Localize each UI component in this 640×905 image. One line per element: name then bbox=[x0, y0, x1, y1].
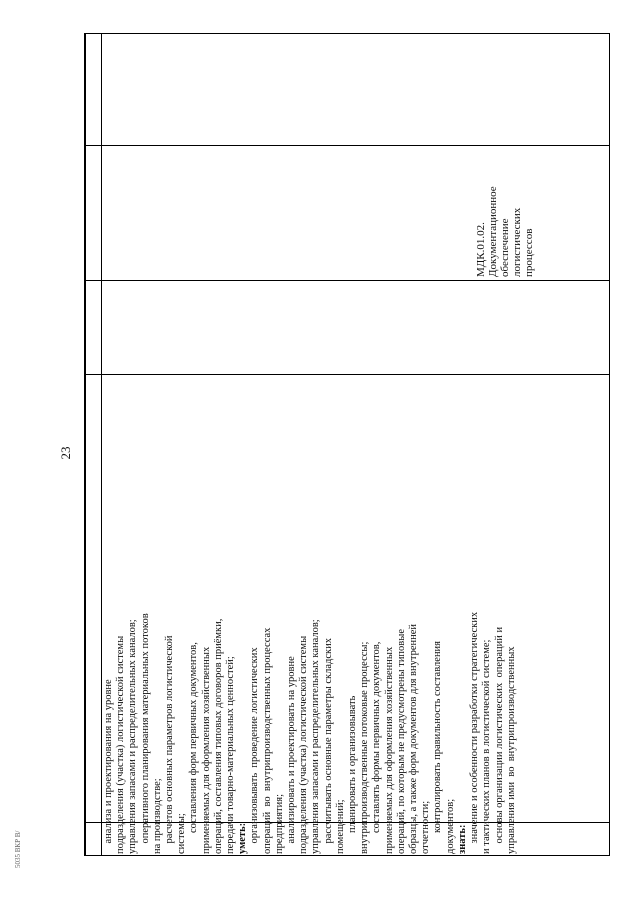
content-line: управления запасами и распределительных каналов; bbox=[310, 619, 322, 854]
content-line: рассчитывать основные параметры складских bbox=[322, 637, 334, 854]
content-line: составлять формы первичных документов, bbox=[371, 641, 383, 854]
content-line: составления форм первичных документов, bbox=[188, 642, 200, 854]
content-line: управления запасами и распределительных каналов; bbox=[127, 619, 139, 854]
content-line: подразделения (участка) логистической системы bbox=[115, 635, 127, 854]
module-code-line: МДК.01.02. bbox=[475, 222, 487, 277]
content-line: оперативного планирования материальных потоков bbox=[139, 613, 151, 854]
content-line: знать: bbox=[456, 824, 468, 854]
module-code-line: логистических bbox=[511, 207, 523, 277]
content-line: и тактических планов в логистической системе; bbox=[481, 639, 493, 854]
column-divider bbox=[101, 34, 102, 855]
content-line: операций, по которым не предусмотрены типовые bbox=[395, 629, 407, 854]
competency-description bbox=[103, 154, 518, 854]
content-line: основы организации логистических операций и bbox=[493, 626, 505, 854]
document-table bbox=[84, 33, 610, 856]
content-line: помещений; bbox=[334, 799, 346, 854]
content-line: управления ими во внутрипроизводственных bbox=[505, 646, 517, 854]
module-code-line: Документационное bbox=[487, 186, 499, 277]
content-line: применяемых для оформления хозяйственных bbox=[383, 646, 395, 854]
content-line: уметь: bbox=[237, 822, 249, 854]
content-line: системы; bbox=[176, 813, 188, 854]
module-code-cell bbox=[475, 77, 535, 277]
content-line: расчетов основных параметров логистической bbox=[164, 635, 176, 854]
content-line: анализировать и проектировать на уровне bbox=[286, 656, 298, 854]
content-line: предприятия; bbox=[273, 793, 285, 854]
content-line: организовывать проведение логистических bbox=[249, 647, 261, 854]
content-line: планировать и организовывать bbox=[347, 695, 359, 854]
content-line: подразделения (участка) логистической системы bbox=[298, 635, 310, 854]
content-line: анализа и проектирования на уровне bbox=[103, 679, 114, 854]
content-line: значение и особенности разработки стратегических bbox=[469, 611, 481, 854]
module-code-line: процессов bbox=[523, 228, 535, 277]
content-line: образцы, а также форм документов для внутренней bbox=[408, 623, 420, 854]
content-line: применяемых для оформления хозяйственных bbox=[200, 646, 212, 854]
content-line: документов; bbox=[444, 798, 456, 854]
margin-note: 5035 ВКР В/ bbox=[14, 830, 22, 868]
content-line: контролировать правильность составления bbox=[432, 640, 444, 854]
module-code-line: обеспечение bbox=[499, 218, 511, 277]
content-line: на производстве; bbox=[151, 778, 163, 854]
column-divider bbox=[85, 34, 86, 855]
content-line: передачи товарно-материальных ценностей; bbox=[225, 656, 237, 854]
content-line: операций во внутрипроизводственных процессах bbox=[261, 627, 273, 854]
page-number: 23 bbox=[58, 446, 73, 460]
content-line: операций, составления типовых договоров приёмки, bbox=[212, 618, 224, 854]
content-line: отчетности; bbox=[420, 800, 432, 854]
content-line: внутрипроизводственные потоковые процессы; bbox=[359, 641, 371, 854]
